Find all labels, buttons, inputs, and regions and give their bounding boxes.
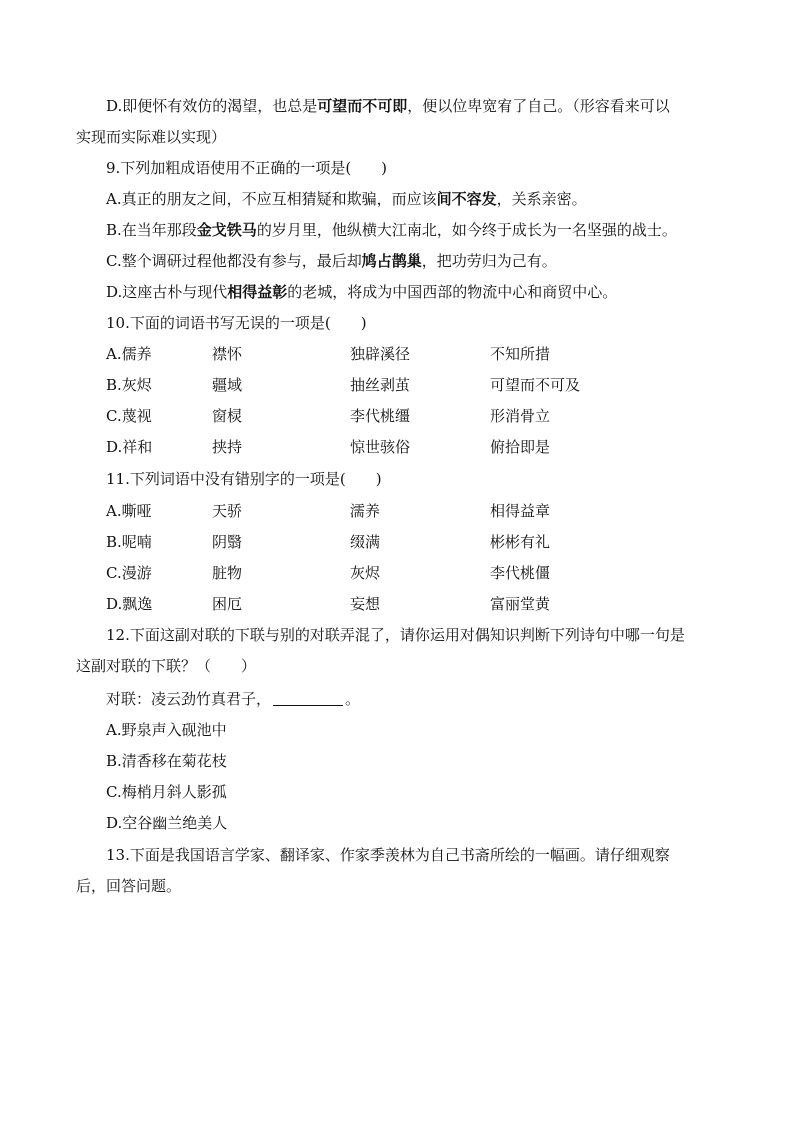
option-text: B.在当年那段: [106, 221, 197, 239]
word-cell: 李代桃缰: [350, 407, 411, 425]
question-11-stem: 11.下列词语中没有错别字的一项是( ): [106, 470, 382, 488]
q11-option-c: [106, 558, 726, 589]
option-text: C.整个调研过程他都没有参与，最后却: [106, 252, 362, 270]
q9-option-c: [106, 246, 734, 277]
bold-idiom: 间不容发: [436, 190, 497, 208]
option-text: 的老城，将成为中国西部的物流中心和商贸中心。: [287, 283, 618, 301]
q12-couplet: [106, 684, 734, 715]
word-cell: 李代桃僵: [490, 564, 551, 582]
word-cell: 抽丝剥茧: [350, 376, 411, 394]
q11-option-b: [106, 527, 726, 558]
word-cell: 灰烬: [350, 564, 381, 582]
q12-option-a: A.野泉声入砚池中: [106, 721, 227, 739]
word-cell: 脏物: [212, 564, 243, 582]
word-cell: 独辟溪径: [350, 345, 411, 363]
question-13-stem-cont: 后，回答问题。: [76, 877, 182, 895]
word-cell: 彬彬有礼: [490, 533, 551, 551]
couplet-text: 对联：凌云劲竹真君子，: [106, 690, 272, 708]
option-text: D.即便怀有效仿的渴望，也总是: [106, 97, 318, 115]
option-d-continuation: 实现而实际难以实现）: [76, 128, 227, 146]
question-12-stem-cont: 这副对联的下联？（ ）: [76, 657, 257, 675]
option-text: ，把功劳归为己有。: [421, 252, 557, 270]
q12-option-b: B.清香移在菊花枝: [106, 752, 227, 770]
q11-option-a: [106, 496, 726, 527]
q10-option-b: [106, 370, 726, 401]
bold-idiom: 金戈铁马: [196, 221, 257, 239]
word-cell: 形消骨立: [490, 407, 551, 425]
answer-blank: [273, 687, 343, 706]
word-cell: C.蔑视: [106, 407, 152, 425]
option-text: ，关系亲密。: [496, 190, 587, 208]
word-cell: 不知所措: [490, 345, 551, 363]
word-cell: 妄想: [350, 595, 381, 613]
bold-idiom: 相得益彰: [227, 283, 288, 301]
word-cell: 困厄: [212, 595, 243, 613]
bold-idiom: 鸠占鹊巢: [361, 252, 422, 270]
option-text: 的岁月里，他纵横大江南北，如今终于成长为一名坚强的战士。: [256, 221, 677, 239]
word-cell: 阴翳: [212, 533, 243, 551]
word-cell: 濡养: [350, 502, 381, 520]
word-cell: 俯拾即是: [490, 438, 551, 456]
word-cell: A.儒养: [106, 345, 152, 363]
q12-option-c: C.梅梢月斜人影孤: [106, 783, 227, 801]
option-d-text: [106, 91, 734, 122]
word-cell: B.呢喃: [106, 533, 152, 551]
option-text: D.这座古朴与现代: [106, 283, 228, 301]
q11-option-d: [106, 589, 726, 620]
word-cell: C.漫游: [106, 564, 152, 582]
couplet-text: 。: [345, 690, 361, 708]
q9-option-b: [106, 215, 734, 246]
word-cell: 惊世骇俗: [350, 438, 411, 456]
word-cell: D.飘逸: [106, 595, 153, 613]
word-cell: 襟怀: [212, 345, 243, 363]
option-text: ，便以位卑宽宥了自己。（形容看来可以: [407, 97, 670, 115]
word-cell: 窗棂: [212, 407, 243, 425]
word-cell: 相得益章: [490, 502, 551, 520]
question-13-stem: 13.下面是我国语言学家、翻译家、作家季羡林为自己书斋所绘的一幅画。请仔细观察: [106, 846, 670, 864]
word-cell: D.祥和: [106, 438, 153, 456]
word-cell: 富丽堂黄: [490, 595, 551, 613]
question-10-stem: 10.下面的词语书写无误的一项是( ): [106, 314, 367, 332]
q9-option-a: [106, 184, 734, 215]
q9-option-d: [106, 277, 734, 308]
word-cell: 可望而不可及: [490, 376, 581, 394]
question-9-stem: 9.下列加粗成语使用不正确的一项是( ): [106, 159, 388, 177]
word-cell: A.嘶哑: [106, 502, 152, 520]
bold-idiom: 可望而不可即: [317, 97, 408, 115]
q10-option-c: [106, 401, 726, 432]
word-cell: 疆域: [212, 376, 243, 394]
word-cell: 缀满: [350, 533, 381, 551]
option-text: A.真正的朋友之间，不应互相猜疑和欺骗，而应该: [106, 190, 437, 208]
q10-option-d: [106, 432, 726, 463]
word-cell: 天骄: [212, 502, 243, 520]
q12-option-d: D.空谷幽兰绝美人: [106, 814, 228, 832]
word-cell: 挟持: [212, 438, 243, 456]
question-12-stem: 12.下面这副对联的下联与别的对联弄混了，请你运用对偶知识判断下列诗句中哪一句是: [106, 626, 685, 644]
word-cell: B.灰烬: [106, 376, 152, 394]
q10-option-a: [106, 339, 726, 370]
